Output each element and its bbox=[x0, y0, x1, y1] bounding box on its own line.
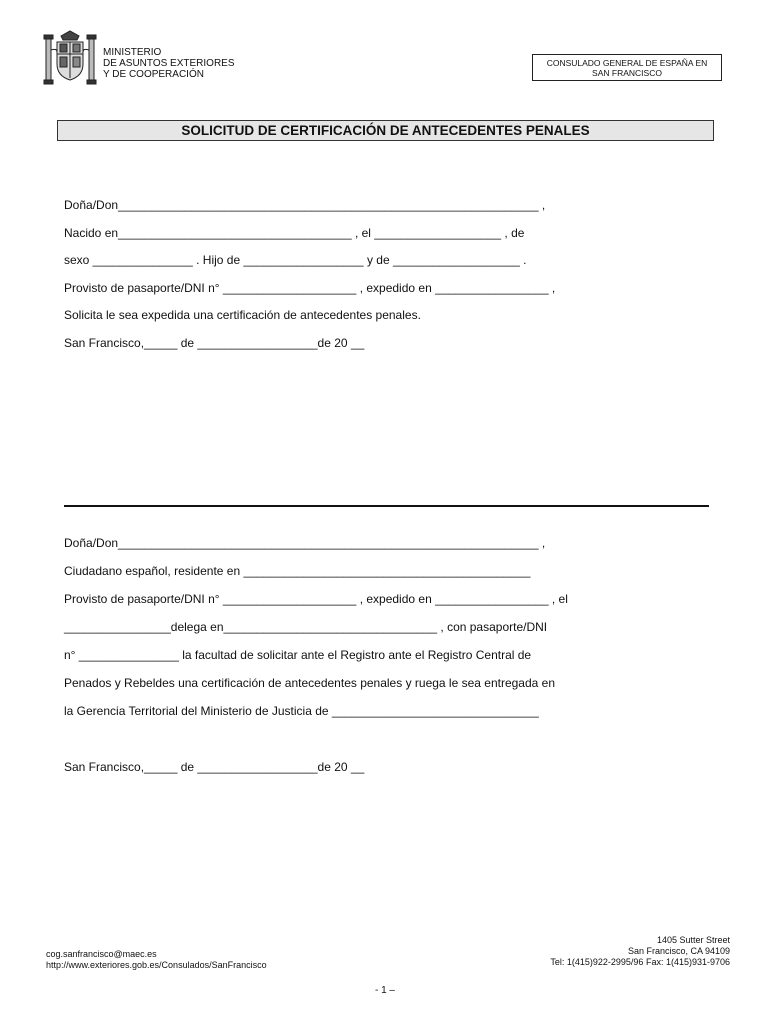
footer-address bbox=[440, 935, 730, 968]
s1-parents-line: sexo _______________ . Hijo de __________________ y de ___________________ . bbox=[64, 253, 527, 267]
s1-request-line: Solicita le sea expedida una certificación de antecedentes penales. bbox=[64, 308, 421, 322]
consulate-line-1: CONSULADO GENERAL DE ESPAÑA EN bbox=[546, 58, 708, 68]
s2-office-line: la Gerencia Territorial del Ministerio de Justicia de _______________________________ bbox=[64, 704, 539, 718]
s2-delegate-line: ________________delega en________________________________ , con pasaporte/DNI bbox=[64, 620, 548, 634]
s1-date-line: San Francisco,_____ de __________________de 20 __ bbox=[64, 336, 365, 350]
section-divider bbox=[64, 505, 709, 507]
ministry-line-3: Y DE COOPERACIÓN bbox=[103, 69, 204, 80]
page-number: - 1 – bbox=[374, 985, 395, 996]
s2-passport-line: Provisto de pasaporte/DNI n° ____________________ , expedido en _________________ , el bbox=[64, 592, 568, 606]
ministry-name bbox=[103, 47, 235, 80]
s2-name-line: Doña/Don_______________________________________________________________ , bbox=[64, 536, 546, 550]
footer-city: San Francisco, CA 94109 bbox=[627, 946, 730, 956]
s1-applicant-name-line: Doña/Don_______________________________________________________________ , bbox=[64, 198, 546, 212]
footer-street: 1405 Sutter Street bbox=[656, 935, 730, 945]
consulate-line-2: SAN FRANCISCO bbox=[592, 68, 662, 78]
s2-delivery-line: Penados y Rebeldes una certificación de antecedentes penales y ruega le sea entregada en bbox=[64, 676, 556, 690]
ministry-line-2: DE ASUNTOS EXTERIORES bbox=[103, 58, 235, 69]
document-title: SOLICITUD DE CERTIFICACIÓN DE ANTECEDENTES PENALES bbox=[57, 120, 714, 141]
s2-date-line: San Francisco,_____ de __________________de 20 __ bbox=[64, 760, 365, 774]
s1-birth-line: Nacido en___________________________________ , el ___________________ , de bbox=[64, 226, 525, 240]
consulate-box bbox=[532, 54, 722, 81]
footer-phone: Tel: 1(415)922-2995/96 Fax: 1(415)931-9706 bbox=[550, 957, 730, 967]
footer-email: cog.sanfrancisco@maec.es bbox=[46, 949, 157, 959]
ministry-line-1: MINISTERIO bbox=[103, 47, 162, 58]
footer-contact bbox=[46, 949, 267, 971]
s2-residence-line: Ciudadano español, residente en ___________________________________________ bbox=[64, 564, 531, 578]
footer-url: http://www.exteriores.gob.es/Consulados/SanFrancisco bbox=[46, 960, 267, 970]
s2-authority-line: n° _______________ la facultad de solicitar ante el Registro ante el Registro Central de bbox=[64, 648, 532, 662]
s1-passport-line: Provisto de pasaporte/DNI n° ____________________ , expedido en _________________ , bbox=[64, 281, 556, 295]
coat-of-arms-logo bbox=[43, 30, 97, 88]
